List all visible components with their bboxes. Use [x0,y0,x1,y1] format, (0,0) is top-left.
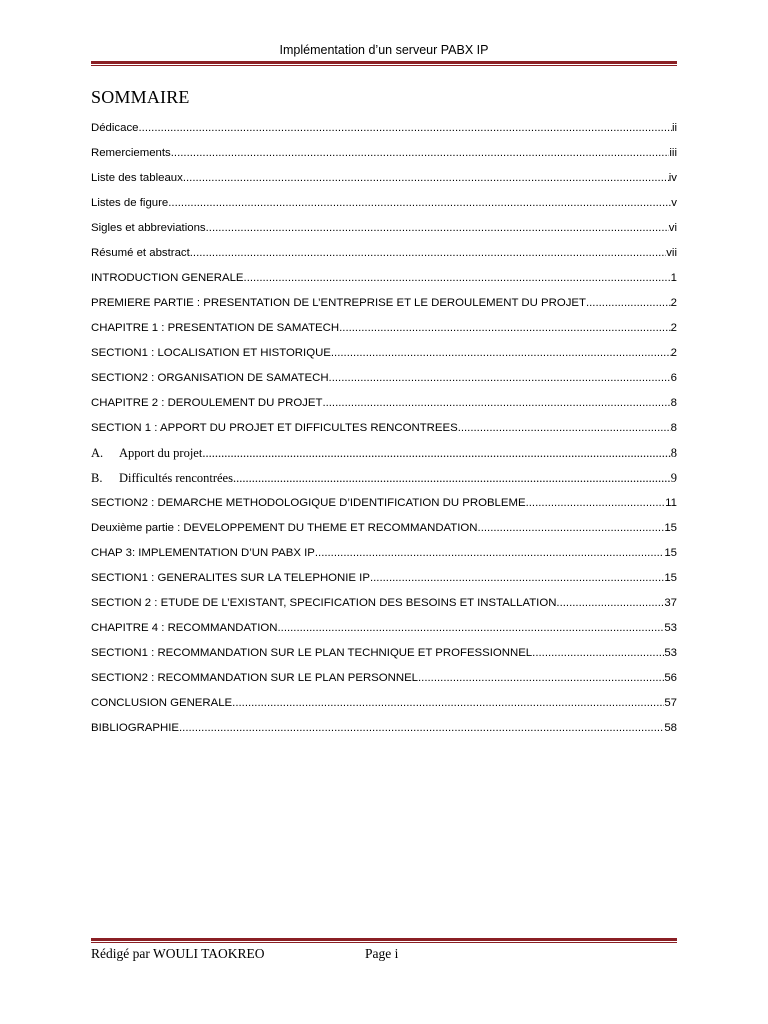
toc-entry[interactable] [91,468,677,493]
toc-entry-page: v [671,197,677,209]
toc-entry-page: 53 [664,647,677,659]
toc-entry-title: CHAPITRE 4 : RECOMMANDATION [91,622,278,634]
toc-entry[interactable] [91,618,677,643]
toc-dot-leader [190,243,666,263]
toc-entry[interactable] [91,593,677,618]
toc-entry-page: 2 [670,297,677,309]
toc-entry[interactable] [91,668,677,693]
toc-dot-leader [168,193,671,213]
toc-dot-leader [244,268,671,288]
toc-entry[interactable] [91,643,677,668]
toc-dot-leader [418,668,664,688]
toc-entry-page: iii [669,147,677,159]
toc-entry[interactable] [91,718,677,743]
toc-entry-page: vi [668,222,677,234]
toc-entry-title: SECTION2 : RECOMMANDATION SUR LE PLAN PERSONNEL [91,672,419,684]
toc-entry-title: SECTION1 : GENERALITES SUR LA TELEPHONIE IP [91,572,370,584]
toc-dot-leader [329,368,671,388]
toc-entry-title: SECTION2 : ORGANISATION DE SAMATECH [91,372,329,384]
toc-entry-page: 15 [664,522,677,534]
toc-dot-leader [339,318,671,338]
toc-entry-page: 8 [670,422,677,434]
toc-entry-marker: A. [91,446,104,460]
toc-entry-page: 1 [670,272,677,284]
toc-entry-page: 8 [670,446,677,460]
toc-dot-leader [458,418,671,438]
toc-entry[interactable] [91,368,677,393]
toc-entry[interactable] [91,393,677,418]
toc-entry[interactable] [91,518,677,543]
toc-entry-page: 53 [664,622,677,634]
running-header-title: Implémentation d’un serveur PABX IP [279,43,489,57]
toc-entry-page: 8 [670,397,677,409]
toc-entry[interactable] [91,243,677,268]
toc-entry-page: 6 [670,372,677,384]
toc-dot-leader [183,168,669,188]
toc-dot-leader [322,393,670,413]
toc-entry-page: 58 [664,722,677,734]
toc-entry-title: CHAPITRE 2 : DEROULEMENT DU PROJET [91,397,323,409]
toc-entry[interactable] [91,318,677,343]
toc-entry[interactable] [91,493,677,518]
toc-dot-leader [277,618,664,638]
footer-page-number: Page i [365,946,399,961]
toc-entry-title: Dédicace [91,122,139,134]
toc-entry-title: BIBLIOGRAPHIE [91,722,179,734]
toc-entry-page: vii [666,247,677,259]
toc-entry-title: Listes de figure [91,197,169,209]
toc-entry[interactable] [91,343,677,368]
toc-entry-page: 56 [664,672,677,684]
toc-entry-title: INTRODUCTION GENERALE [91,272,244,284]
footer-rule [91,938,677,943]
toc-entry-title: Deuxième partie : DEVELOPPEMENT DU THEME ET RECOMMANDATION [91,522,478,534]
page-title: SOMMAIRE [91,87,190,107]
toc-dot-leader [233,468,671,488]
toc-dot-leader [202,443,670,463]
toc-dot-leader [331,343,671,363]
toc-entry-page: ii [671,122,677,134]
toc-entry[interactable] [91,293,677,318]
toc-dot-leader [232,693,664,713]
toc-dot-leader [370,568,664,588]
toc-entry[interactable] [91,693,677,718]
toc-entry[interactable] [91,168,677,193]
toc-dot-leader [171,143,670,163]
table-of-contents [91,118,677,743]
toc-entry-page: 9 [670,471,677,485]
toc-entry[interactable] [91,418,677,443]
toc-entry-title: CHAPITRE 1 : PRESENTATION DE SAMATECH [91,322,340,334]
toc-entry-title: Difficultés rencontrées [119,471,233,485]
toc-entry-title: Sigles et abbreviations [91,222,206,234]
toc-entry-title: PREMIERE PARTIE : PRESENTATION DE L’ENTREPRISE ET LE DEROULEMENT DU PROJET [91,297,586,309]
toc-entry-title: CHAP 3: IMPLEMENTATION D’UN PABX IP [91,547,315,559]
header-rule [91,61,677,66]
toc-entry-page: 15 [664,547,677,559]
toc-entry-page: 11 [665,497,677,509]
toc-dot-leader [586,293,671,313]
toc-entry-title: Remerciements [91,147,171,159]
toc-entry-title: CONCLUSION GENERALE [91,697,233,709]
toc-entry[interactable] [91,218,677,243]
toc-entry-title: SECTION 2 : ETUDE DE L’EXISTANT, SPECIFICATION DES BESOINS ET INSTALLATION [91,597,557,609]
toc-entry-title: Résumé et abstract [91,247,190,259]
toc-entry[interactable] [91,143,677,168]
toc-dot-leader [206,218,669,238]
toc-entry-title: Apport du projet [119,446,203,460]
toc-entry-title: SECTION1 : LOCALISATION ET HISTORIQUE [91,347,331,359]
footer-author: Rédigé par WOULI TAOKREO [91,946,265,961]
toc-entry-page: iv [668,172,677,184]
toc-entry-page: 15 [664,572,677,584]
toc-entry[interactable] [91,443,677,468]
toc-entry-page: 57 [664,697,677,709]
toc-dot-leader [179,718,664,738]
toc-entry-title: SECTION 1 : APPORT DU PROJET ET DIFFICULTES RENCONTREES [91,422,458,434]
toc-entry-title: SECTION1 : RECOMMANDATION SUR LE PLAN TECHNIQUE ET PROFESSIONNEL [91,647,533,659]
toc-entry-title: Liste des tableaux [91,172,183,184]
toc-entry[interactable] [91,568,677,593]
toc-entry[interactable] [91,543,677,568]
toc-entry[interactable] [91,268,677,293]
toc-dot-leader [315,543,664,563]
toc-entry-marker: B. [91,471,103,485]
toc-dot-leader [478,518,665,538]
toc-dot-leader [556,593,664,613]
toc-dot-leader [526,493,666,513]
toc-entry-page: 37 [664,597,677,609]
toc-entry-page: 2 [670,347,677,359]
toc-entry-title: SECTION2 : DEMARCHE METHODOLOGIQUE D’IDENTIFICATION DU PROBLEME [91,497,526,509]
toc-entry[interactable] [91,118,677,143]
toc-dot-leader [532,643,664,663]
toc-dot-leader [139,118,672,138]
toc-entry[interactable] [91,193,677,218]
toc-entry-page: 2 [670,322,677,334]
